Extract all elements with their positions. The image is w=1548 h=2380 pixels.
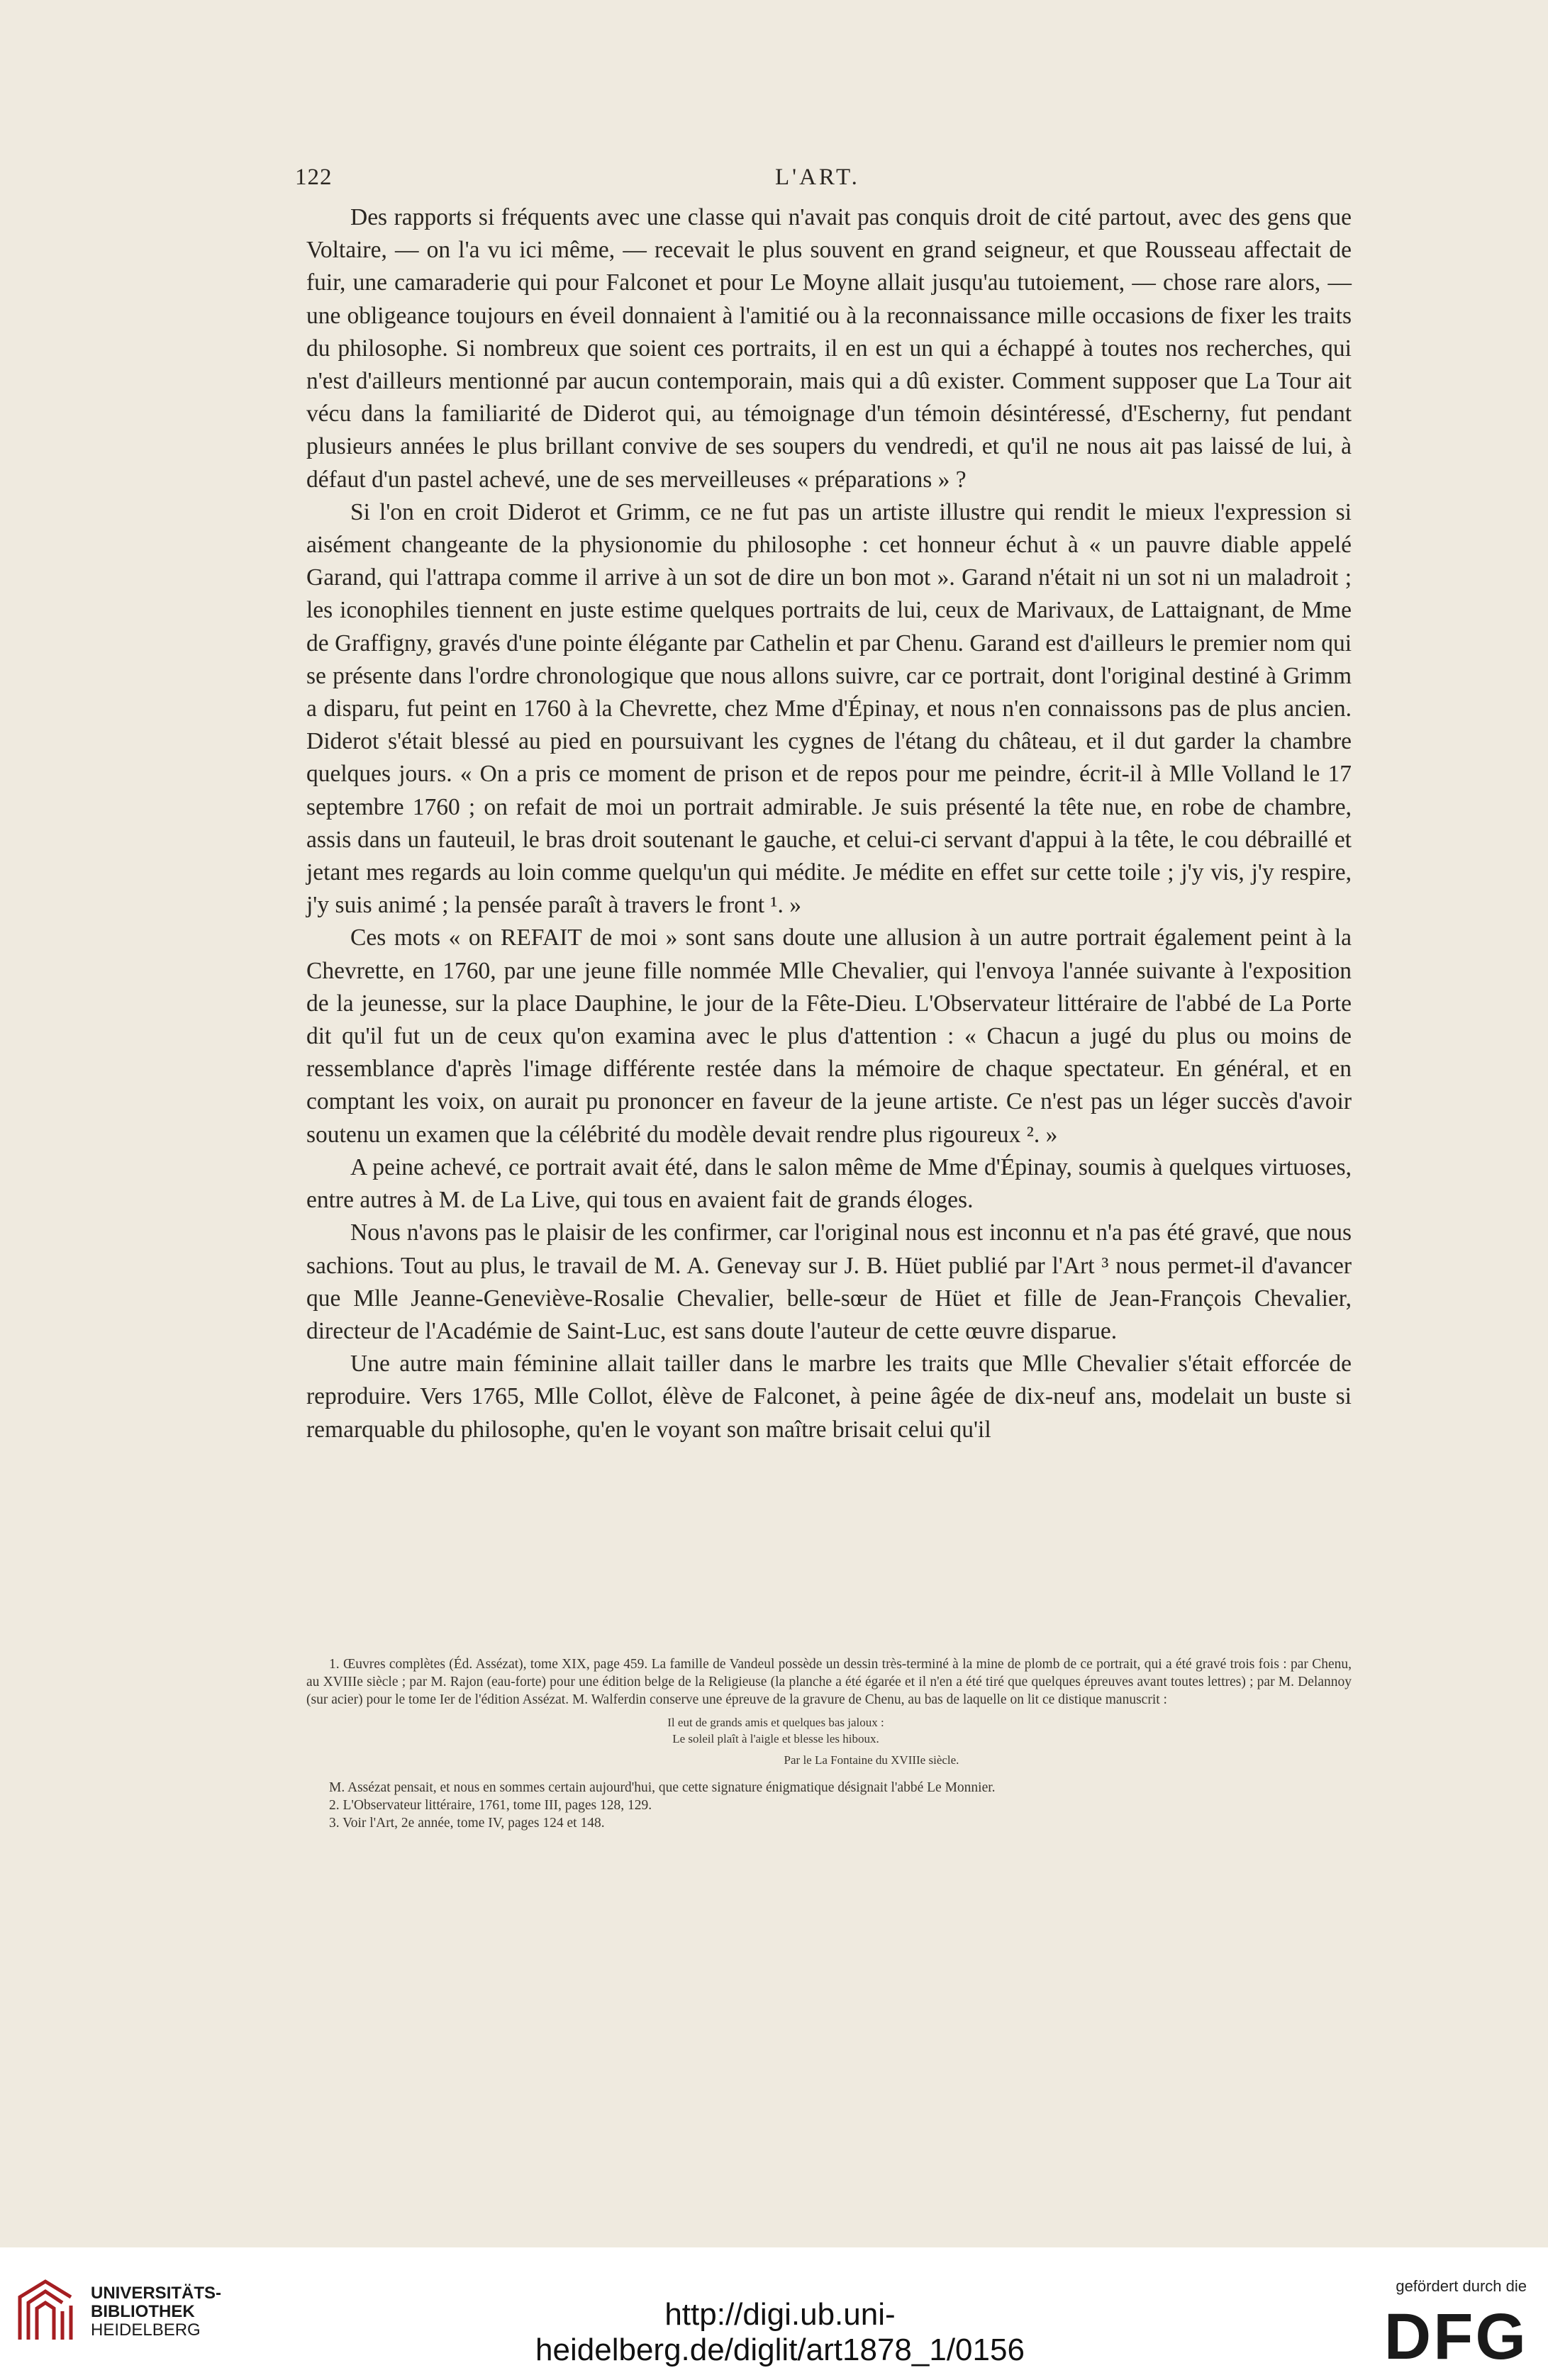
dfg-logo: DFG: [1383, 2301, 1528, 2373]
digitization-footer: [0, 2247, 1548, 2380]
footnotes: [306, 1655, 1352, 1832]
verse-line: Le soleil plaît à l'aigle et blesse les hiboux.: [672, 1732, 879, 1745]
permalink-url[interactable]: http://digi.ub.uni-heidelberg.de/diglit/art1878_1/0156: [535, 2297, 1025, 2367]
footnote-3: 3. Voir l'Art, 2e année, tome IV, pages 124 et 148.: [329, 1816, 605, 1831]
paragraph: Des rapports si fréquents avec une classe qui n'avait pas conquis droit de cité partout, avec des gens que Voltaire, — on l'a vu ici même, — recevait le plus souvent en grand seigneur, et que Rousseau affectait de fuir, une camaraderie qui pour Falconet et pour Le Moyne allait jusqu'au tutoiement, — chose rare alors, — une obligeance toujours en éveil donnaient à l'amitié ou à la reconnaissance mille occasions de fixer les traits du philosophe. Si nombreux que soient ces portraits, il en est un qui a échappé à toutes nos recherches, qui n'est d'ailleurs mentionné par aucun contemporain, mais qui a dû exister. Comment supposer que La Tour ait vécu dans la familiarité de Diderot qui, au témoignage d'un témoin désintéressé, d'Escherny, fut pendant plusieurs années le plus brillant convive de ses soupers du vendredi, et qu'il ne nous ait pas laissé de lui, à défaut d'un pastel achevé, une de ses merveilleuses « préparations » ?: [306, 204, 1352, 493]
paragraph: Nous n'avons pas le plaisir de les confirmer, car l'original nous est inconnu et n'a pas été gravé, que nous sachions. Tout au plus, le travail de M. A. Genevay sur J. B. Hüet publié par l'Art ³ nous permet-il d'avancer que Mlle Jeanne-Geneviève-Rosalie Chevalier, belle-sœur de Hüet et fille de Jean-François Chevalier, directeur de l'Académie de Saint-Luc, est sans doute l'auteur de cette œuvre disparue.: [306, 1219, 1352, 1344]
body-text: [306, 201, 1352, 1446]
footnote-2: 2. L'Observateur littéraire, 1761, tome III, pages 128, 129.: [329, 1798, 652, 1813]
footnote-1: 1. Œuvres complètes (Éd. Assézat), tome XIX, page 459. La famille de Vandeul possède un dessin très-terminé à la mine de plomb de ce portrait, qui a été gravé trois fois : par Chenu, au XVIIIe siècle ; par M. Rajon (eau-forte) pour une édition belge de la Religieuse (la planche a été égarée et il n'en a été tiré que quelques épreuves avant toutes lettres) ; par M. Delannoy (sur acier) pour le tome Ier de l'édition Assézat. M. Walferdin conserve une épreuve de la gravure de Chenu, au bas de laquelle on lit ce distique manuscrit :: [306, 1657, 1352, 1707]
running-head: L'ART.: [775, 164, 860, 190]
heidelberg-library-logo-icon: [13, 2276, 78, 2347]
paragraph: Ces mots « on REFAIT de moi » sont sans doute une allusion à un autre portrait également peint à la Chevrette, en 1760, par une jeune fille nommée Mlle Chevalier, qui l'envoya l'année suivante à l'exposition de la jeunesse, sur la place Dauphine, le jour de la Fête-Dieu. L'Observateur littéraire de l'abbé de La Porte dit qu'il fut un de ceux qu'on examina avec le plus d'attention : « Chacun a jugé du plus ou moins de ressemblance d'après l'image différente restée dans la mémoire de chaque spectateur. En général, et en comptant les voix, on aurait pu prononcer en faveur de la jeune artiste. Ce n'est pas un léger succès d'avoir soutenu un examen que la célébrité du modèle devait rendre plus rigoureux ². »: [306, 924, 1352, 1148]
verse-line: Il eut de grands amis et quelques bas jaloux :: [667, 1716, 884, 1729]
verse-attribution: Par le La Fontaine du XVIIIe siècle.: [784, 1753, 959, 1767]
footnote-verse: [306, 1714, 1352, 1747]
funding-label: gefördert durch die: [1396, 2277, 1527, 2295]
footnote-1-continued: M. Assézat pensait, et nous en sommes certain aujourd'hui, que cette signature énigmatique désignait l'abbé Le Monnier.: [329, 1780, 996, 1795]
library-name-line: HEIDELBERG: [91, 2320, 201, 2340]
library-name-line: UNIVERSITÄTS-: [91, 2284, 222, 2303]
library-name: [91, 2284, 221, 2340]
paragraph: Si l'on en croit Diderot et Grimm, ce ne fut pas un artiste illustre qui rendit le mieux l'expression si aisément changeante de la physionomie du philosophe : cet honneur échut à « un pauvre diable appelé Garand, qui l'attrapa comme il arrive à un sot de dire un bon mot ». Garand n'était ni un sot ni un maladroit ; les iconophiles tiennent en juste estime quelques portraits de lui, ceux de Marivaux, de Lattaignant, de Mme de Graffigny, gravés d'une pointe élégante par Cathelin et par Chenu. Garand est d'ailleurs le premier nom qui se présente dans l'ordre chronologique que nous allons suivre, car ce portrait, dont l'original destiné à Grimm a disparu, fut peint en 1760 à la Chevrette, chez Mme d'Épinay, et nous n'en connaissons pas de plus ancien. Diderot s'était blessé au pied en poursuivant les cygnes de l'étang du château, et il dut garder la chambre quelques jours. « On a pris ce moment de prison et de repos pour me peindre, écrit-il à Mlle Volland le 17 septembre 1760 ; on refait de moi un portrait admirable. Je suis présenté la tête nue, en robe de chambre, assis dans un fauteuil, le bras droit soutenant le gauche, et celui-ci servant d'appui à la tête, le cou débraillé et jetant mes regards au loin comme quelqu'un qui médite. Je médite en effet sur cette toile ; j'y vis, j'y respire, j'y suis animé ; la pensée paraît à travers le front ¹. »: [306, 498, 1352, 919]
library-name-line: BIBLIOTHEK: [91, 2302, 195, 2321]
page-number: 122: [295, 164, 333, 190]
paragraph: A peine achevé, ce portrait avait été, dans le salon même de Mme d'Épinay, soumis à quelques virtuoses, entre autres à M. de La Live, qui tous en avaient fait de grands éloges.: [306, 1153, 1352, 1214]
paragraph: Une autre main féminine allait tailler dans le marbre les traits que Mlle Chevalier s'était efforcée de reproduire. Vers 1765, Mlle Collot, élève de Falconet, à peine âgée de dix-neuf ans, modelait un buste si remarquable du philosophe, qu'en le voyant son maître brisait celui qu'il: [306, 1351, 1352, 1443]
